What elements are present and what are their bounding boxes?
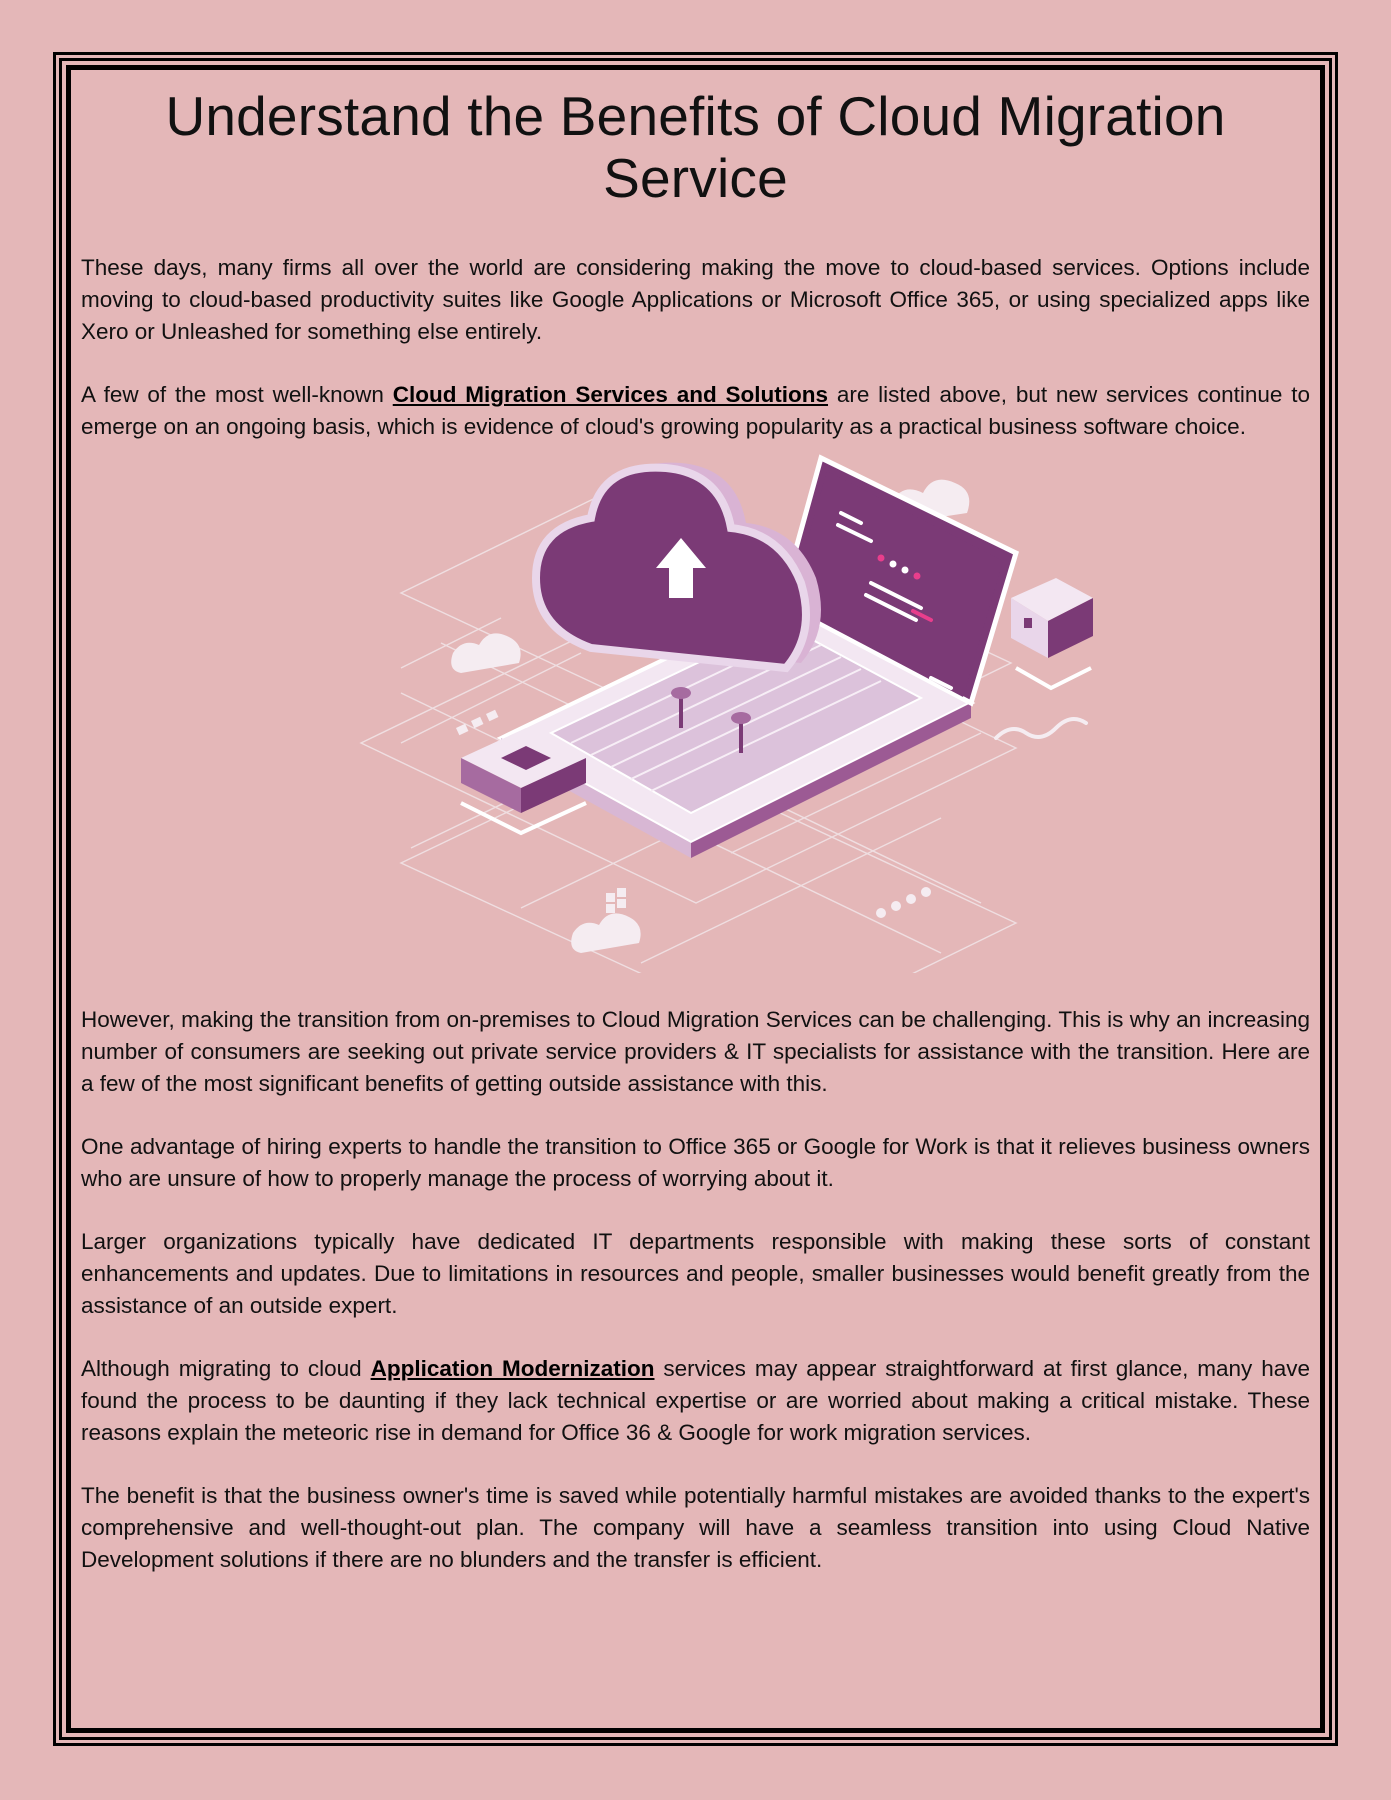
paragraph-organizations: Larger organizations typically have dedicated IT departments responsible with making these sorts of constant enhancements and updates. Due to limitations in resources and people, smaller businesses would benefit greatly from the assistance of an outside expert. — [81, 1229, 1310, 1318]
wave-line-icon — [996, 719, 1086, 738]
paragraph-benefit: The benefit is that the business owner's time is saved while potentially harmful mistakes are avoided thanks to the expert's comprehensive and well-thought-out plan. The company will have a seamless transition into using Cloud Native Development solutions if there are no blunders and the transfer is efficient. — [81, 1483, 1310, 1572]
paragraph-text: are listed above, but new services continue to emerge on an ongoing basis, which is evidence of cloud's growing popularity as a practical business software choice. — [81, 382, 1310, 439]
paragraph-text: services may appear straightforward at first glance, many have found the process to be daunting if they lack technical expertise or are worried about making a critical mistake. These reasons explain the meteoric rise in demand for Office 36 & Google for work migration services. — [81, 1356, 1310, 1445]
paragraph-intro: These days, many firms all over the world are considering making the move to cloud-based services. Options include moving to cloud-based productivity suites like Google Applications or Microsoft Office 365, or using specialized apps like Xero or Unleashed for something else entirely. — [81, 255, 1310, 344]
document-body — [81, 85, 1310, 1576]
cloud-migration-link[interactable]: Cloud Migration Services and Solutions — [392, 382, 829, 407]
paragraph-modernization — [81, 1353, 1310, 1449]
paragraph-services — [81, 379, 1310, 443]
paragraph-text: A few of the most well-known — [81, 382, 393, 407]
paragraph-transition: However, making the transition from on-premises to Cloud Migration Services can be challenging. This is why an increasing number of consumers are seeking out private service providers & IT specialists for assistance with the transition. Here are a few of the most significant benefits of getting outside assistance with this. — [81, 1007, 1310, 1096]
application-modernization-link[interactable]: Application Modernization — [370, 1356, 655, 1381]
cube-icon — [1011, 578, 1093, 688]
paragraph-text: Although migrating to cloud — [81, 1356, 371, 1381]
cloud-migration-laptop-illustration — [81, 443, 1310, 973]
paragraph-advantage: One advantage of hiring experts to handle the transition to Office 365 or Google for Work is that it relieves business owners who are unsure of how to properly manage the process of worrying about it. — [81, 1134, 1310, 1191]
page-title: Understand the Benefits of Cloud Migration Service — [165, 85, 1226, 209]
